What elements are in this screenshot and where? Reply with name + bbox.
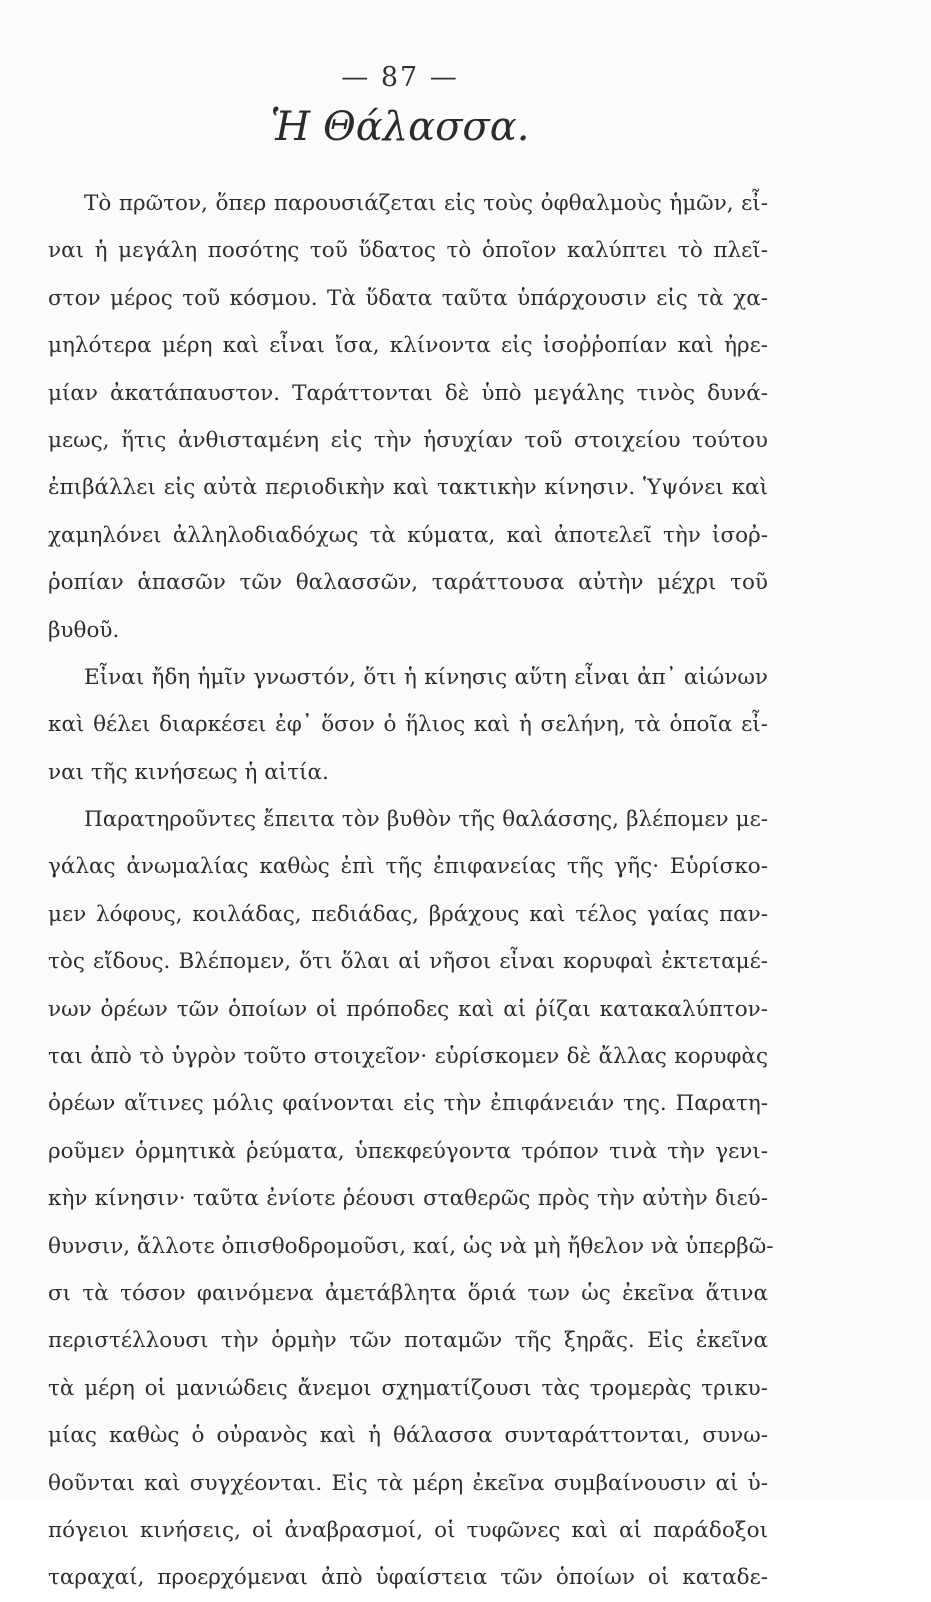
text-line: ἐπιβάλλει εἰς αὐτὰ περιοδικὴν καὶ τακτικὴν κίνησιν. Ὑψόνει καὶ (48, 475, 768, 501)
chapter-title: Ἡ Θάλασσα. (270, 104, 530, 150)
text-line: ται ἀπὸ τὸ ὑγρὸν τοῦτο στοιχεῖον· εὑρίσκομεν δὲ ἄλλας κορυφὰς (48, 1044, 768, 1070)
page-number: — 87 — (341, 62, 459, 93)
text-line: περιστέλλουσι τὴν ὁρμὴν τῶν ποταμῶν τῆς ξηρᾶς. Εἰς ἐκεῖνα (48, 1328, 768, 1354)
text-line: ταραχαί, προερχόμεναι ἀπὸ ὑφαίστεια τῶν ὁποίων οἱ καταδε- (48, 1565, 768, 1591)
text-line: μεν λόφους, κοιλάδας, πεδιάδας, βράχους καὶ τέλος γαίας παν- (48, 901, 768, 927)
text-line: ὀρέων αἵτινες μόλις φαίνονται εἰς τὴν ἐπιφάνειάν της. Παρατη- (48, 1091, 768, 1117)
text-line: Τὸ πρῶτον, ὅπερ παρουσιάζεται εἰς τοὺς ὀφθαλμοὺς ἡμῶν, εἶ- (84, 191, 768, 216)
text-line: καὶ θέλει διαρκέσει ἐφ᾽ ὅσον ὁ ἥλιος καὶ ἡ σελήνη, τὰ ὁποῖα εἶ- (48, 712, 768, 738)
text-line: μίαν ἀκατάπαυστον. Ταράττονται δὲ ὑπὸ μεγάλης τινὸς δυνά- (48, 380, 768, 406)
text-line: Εἶναι ἤδη ἡμῖν γνωστόν, ὅτι ἡ κίνησις αὕτη εἶναι ἀπ᾽ αἰώνων (84, 664, 768, 690)
text-line: μηλότερα μέρη καὶ εἶναι ἴσα, κλίνοντα εἰς ἰσοῤῥοπίαν καὶ ἠρε- (48, 333, 768, 359)
text-line: νων ὀρέων τῶν ὁποίων οἱ πρόποδες καὶ αἱ ῥίζαι κατακαλύπτον- (48, 996, 768, 1022)
text-line: στον μέρος τοῦ κόσμου. Τὰ ὕδατα ταῦτα ὑπάρχουσιν εἰς τὰ χα- (48, 285, 768, 311)
text-line: θυνσιν, ἄλλοτε ὀπισθοδρομοῦσι, καί, ὡς νὰ μὴ ἤθελον νὰ ὑπερβῶ- (48, 1233, 774, 1259)
text-line: τὰ μέρη οἱ μανιώδεις ἄνεμοι σχηματίζουσι τὰς τρομερὰς τρικυ- (48, 1375, 768, 1401)
text-line: πόγειοι κινήσεις, οἱ ἀναβρασμοί, οἱ τυφῶνες καὶ αἱ παράδοξοι (48, 1517, 768, 1543)
text-line: γάλας ἀνωμαλίας καθὼς ἐπὶ τῆς ἐπιφανείας τῆς γῆς· Εὑρίσκο- (48, 854, 768, 880)
text-line: βυθοῦ. (48, 617, 120, 643)
text-line: χαμηλόνει ἀλληλοδιαδόχως τὰ κύματα, καὶ ἀποτελεῖ τὴν ἰσοῤ- (48, 522, 768, 548)
paragraph-1 (48, 180, 768, 654)
paragraph-2 (48, 654, 768, 796)
text-line: κὴν κίνησιν· ταῦτα ἐνίοτε ῥέουσι σταθερῶς πρὸς τὴν αὐτὴν διεύ- (48, 1186, 768, 1212)
text-line: τὸς εἴδους. Βλέπομεν, ὅτι ὅλαι αἱ νῆσοι εἶναι κορυφαὶ ἐκτεταμέ- (48, 949, 768, 975)
text-line: ναι ἡ μεγάλη ποσότης τοῦ ὕδατος τὸ ὁποῖον καλύπτει τὸ πλεῖ- (48, 238, 768, 264)
text-line: ῥοπίαν ἁπασῶν τῶν θαλασσῶν, ταράττουσα αὐτὴν μέχρι τοῦ (48, 570, 768, 596)
paragraph-3 (48, 796, 774, 1602)
text-line: σι τὰ τόσον φαινόμενα ἀμετάβλητα ὅριά των ὡς ἐκεῖνα ἅτινα (48, 1280, 768, 1306)
text-line: ροῦμεν ὁρμητικὰ ῥεύματα, ὑπεκφεύγοντα τρόπον τινὰ τὴν γενι- (48, 1138, 768, 1164)
text-line: θοῦνται καὶ συγχέονται. Εἰς τὰ μέρη ἐκεῖνα συμβαίνουσιν αἱ ὑ- (48, 1470, 768, 1496)
text-line: μεως, ἥτις ἀνθισταμένη εἰς τὴν ἡσυχίαν τοῦ στοιχείου τούτου (48, 427, 768, 453)
body-text (48, 180, 774, 1602)
text-line: ναι τῆς κινήσεως ἡ αἰτία. (48, 759, 329, 785)
text-line: Παρατηροῦντες ἔπειτα τὸν βυθὸν τῆς θαλάσσης, βλέπομεν με- (84, 807, 768, 833)
text-line: μίας καθὼς ὁ οὐρανὸς καὶ ἡ θάλασσα συνταράττονται, συνω- (48, 1423, 768, 1449)
